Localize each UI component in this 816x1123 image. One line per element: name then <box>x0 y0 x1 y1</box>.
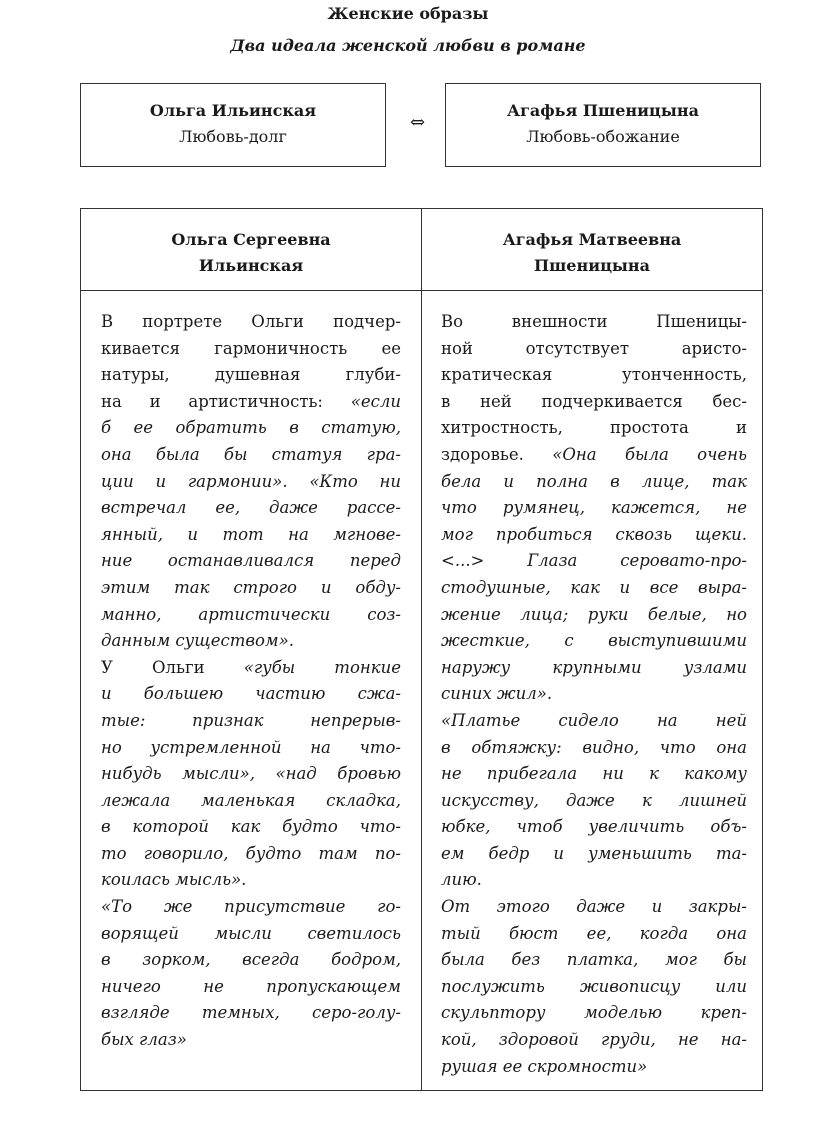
text-line <box>441 841 747 868</box>
text-line <box>441 1027 747 1054</box>
text-line <box>101 495 401 522</box>
text-quote-italic: янный, и тот на мгнове- <box>101 524 401 544</box>
text-quote-italic: встречал ее, даже рассе- <box>101 498 401 518</box>
text-roman: кивается гармоничность ее <box>101 338 401 358</box>
text-line <box>101 362 401 389</box>
text-line <box>441 415 747 442</box>
text-line <box>101 602 401 629</box>
text-line <box>101 814 401 841</box>
text-roman: кратическая утонченность, <box>441 365 747 385</box>
text-quote-italic: данным существом». <box>101 631 294 651</box>
text-line <box>101 894 401 921</box>
comparison-table <box>80 208 763 1091</box>
text-quote-italic: этим так строго и обду- <box>101 577 401 597</box>
text-line <box>441 761 747 788</box>
text-line <box>101 681 401 708</box>
text-quote-italic: <...> Глаза серовато-про- <box>441 551 747 571</box>
text-line <box>101 867 401 894</box>
olga-love-type: Любовь-долг <box>179 127 287 146</box>
text-quote-italic: б ее обратить в статую, <box>101 418 401 438</box>
header-olga <box>81 227 421 279</box>
text-quote-italic: коилась мысль». <box>101 870 247 890</box>
page-title: Женские образы <box>327 4 489 23</box>
text-line <box>441 522 747 549</box>
text-roman: хитростность, простота и <box>441 418 747 438</box>
text-line <box>101 655 401 682</box>
text-line <box>101 336 401 363</box>
text-line <box>101 469 401 496</box>
text-line <box>441 548 747 575</box>
text-quote-italic: ем бедр и уменьшить та- <box>441 843 747 863</box>
text-line <box>101 389 401 416</box>
text-quote-italic: лию. <box>441 870 482 890</box>
text-line <box>441 921 747 948</box>
text-quote-italic: «если <box>350 391 401 411</box>
text-quote-italic: тые: признак непрерыв- <box>101 710 401 730</box>
text-quote-italic: лежала маленькая складка, <box>101 790 401 810</box>
text-roman: здоровье. <box>441 444 553 464</box>
olga-name: Ольга Ильинская <box>149 101 317 120</box>
text-line <box>441 974 747 1001</box>
text-quote-italic: «губы тонкие <box>243 657 401 677</box>
text-line <box>101 575 401 602</box>
header-divider <box>81 290 762 291</box>
text-quote-italic: синих жил». <box>441 684 553 704</box>
text-line <box>441 1054 747 1081</box>
agafya-name: Агафья Пшеницына <box>507 101 699 120</box>
text-quote-italic: бела и полна в лице, так <box>441 471 747 491</box>
text-roman: в ней подчеркивается бес- <box>441 391 747 411</box>
text-line <box>441 362 747 389</box>
header-agafya <box>422 227 762 279</box>
header-line: Пшеницына <box>534 256 650 275</box>
text-quote-italic: взгляде темных, серо-голу- <box>101 1003 401 1023</box>
text-line <box>441 947 747 974</box>
text-line <box>441 814 747 841</box>
text-line <box>101 1000 401 1027</box>
agafya-love-type: Любовь-обожание <box>526 127 680 146</box>
text-line <box>101 442 401 469</box>
agafya-description <box>441 309 747 1080</box>
text-quote-italic: в обтяжку: видно, что она <box>441 737 747 757</box>
text-quote-italic: но устремленной на что- <box>101 737 401 757</box>
text-roman: натуры, душевная глуби- <box>101 365 401 385</box>
text-line <box>101 415 401 442</box>
text-quote-italic: искусству, даже к лишней <box>441 790 747 810</box>
text-quote-italic: то говорило, будто там по- <box>101 843 401 863</box>
text-line <box>441 336 747 363</box>
text-quote-italic: От этого даже и закры- <box>441 897 747 917</box>
text-quote-italic: в зорком, всегда бодром, <box>101 950 401 970</box>
text-line <box>441 867 747 894</box>
column-divider <box>421 209 422 1090</box>
olga-description <box>101 309 401 1054</box>
header-line: Ольга Сергеевна <box>171 230 331 249</box>
text-quote-italic: ничего не пропускающем <box>101 976 401 996</box>
text-quote-italic: мог пробиться сквозь щеки. <box>441 524 747 544</box>
text-line <box>101 841 401 868</box>
text-quote-italic: тый бюст ее, когда она <box>441 923 747 943</box>
text-line <box>101 309 401 336</box>
text-line <box>101 735 401 762</box>
text-line <box>441 575 747 602</box>
text-line <box>441 735 747 762</box>
text-line <box>101 788 401 815</box>
olga-summary-box <box>80 83 386 167</box>
text-quote-italic: «Платье сидело на ней <box>441 710 747 730</box>
text-quote-italic: манно, артистически соз- <box>101 604 401 624</box>
text-quote-italic: скульптору моделью креп- <box>441 1003 747 1023</box>
text-line <box>101 974 401 1001</box>
page-subtitle: Два идеала женской любви в романе <box>230 36 586 55</box>
text-quote-italic: жение лица; руки белые, но <box>441 604 747 624</box>
text-roman: ной отсутствует аристо- <box>441 338 747 358</box>
text-line <box>441 628 747 655</box>
text-line <box>441 469 747 496</box>
text-line <box>441 894 747 921</box>
text-quote-italic: ние останавливался перед <box>101 551 401 571</box>
text-quote-italic: кой, здоровой груди, не на- <box>441 1030 747 1050</box>
text-line <box>441 708 747 735</box>
text-quote-italic: послужить живописцу или <box>441 976 747 996</box>
header-line: Агафья Матвеевна <box>502 230 682 249</box>
text-quote-italic: «Она была очень <box>552 444 747 464</box>
text-quote-italic: стодушные, как и все выра- <box>441 577 747 597</box>
text-quote-italic: нибудь мысли», «над бровью <box>101 764 401 784</box>
text-quote-italic: была без платка, мог бы <box>441 950 747 970</box>
agafya-summary-box <box>445 83 761 167</box>
text-line <box>101 708 401 735</box>
text-line <box>441 602 747 629</box>
text-quote-italic: юбке, чтоб увеличить объ- <box>441 817 747 837</box>
text-quote-italic: ворящей мысли светилось <box>101 923 401 943</box>
text-line <box>101 548 401 575</box>
text-line <box>441 495 747 522</box>
text-quote-italic: бых глаз» <box>101 1030 187 1050</box>
text-line <box>441 1000 747 1027</box>
text-roman: на и артистичность: <box>101 391 351 411</box>
text-quote-italic: жесткие, с выступившими <box>441 631 747 651</box>
text-quote-italic: она была бы статуя гра- <box>101 444 401 464</box>
text-roman: У Ольги <box>101 657 244 677</box>
text-quote-italic: что румянец, кажется, не <box>441 498 747 518</box>
header-line: Ильинская <box>198 256 304 275</box>
text-line <box>101 522 401 549</box>
text-quote-italic: не прибегала ни к какому <box>441 764 747 784</box>
text-line <box>101 761 401 788</box>
text-line <box>441 655 747 682</box>
text-roman: Во внешности Пшеницы- <box>441 312 747 331</box>
text-line <box>441 389 747 416</box>
text-line <box>101 921 401 948</box>
text-quote-italic: рушая ее скромности» <box>441 1056 648 1076</box>
text-roman: В портрете Ольги подчер- <box>101 312 401 331</box>
text-line <box>441 681 747 708</box>
text-quote-italic: «То же присутствие го- <box>101 897 401 917</box>
text-quote-italic: и большею частию сжа- <box>101 684 401 704</box>
text-quote-italic: наружу крупными узлами <box>441 657 747 677</box>
text-line <box>441 788 747 815</box>
text-line <box>101 628 401 655</box>
double-arrow-icon: ⇔ <box>410 112 426 133</box>
text-quote-italic: ции и гармонии». «Кто ни <box>101 471 401 491</box>
text-line <box>101 947 401 974</box>
text-line <box>441 309 747 336</box>
text-line <box>441 442 747 469</box>
text-line <box>101 1027 401 1054</box>
text-quote-italic: в которой как будто что- <box>101 817 401 837</box>
